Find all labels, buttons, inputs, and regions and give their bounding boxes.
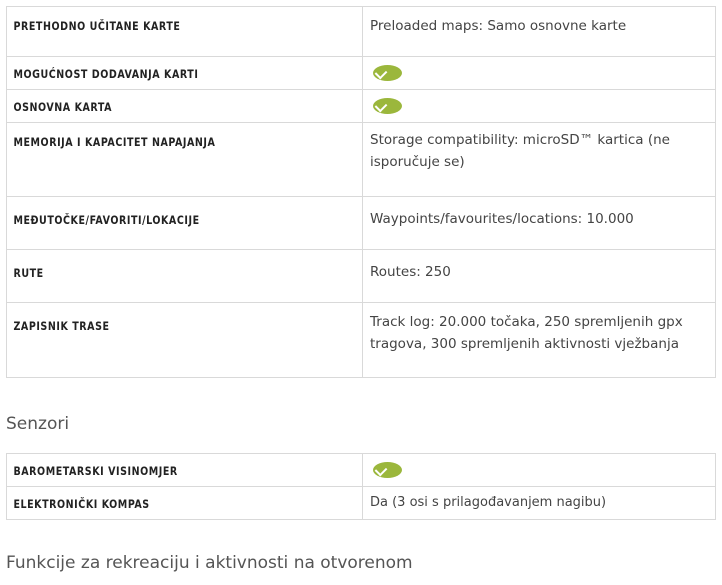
spec-label: ZAPISNIK TRASE — [13, 319, 110, 333]
section-heading-outdoor-features: Funkcije za rekreaciju i aktivnosti na otvorenom — [6, 553, 413, 573]
check-circle-icon — [373, 462, 402, 478]
table-row — [7, 123, 716, 197]
spec-value: Da (3 osi s prilagođavanjem nagibu) — [370, 495, 607, 510]
spec-label: BAROMETARSKI VISINOMJER — [13, 464, 178, 478]
spec-label: PRETHODNO UČITANE KARTE — [13, 19, 181, 33]
table-row — [7, 57, 716, 90]
spec-value: Track log: 20.000 točaka, 250 spremljenih gpx tragova, 300 spremljenih aktivnosti vježbanja — [370, 314, 683, 352]
specs-table-sensors — [6, 453, 716, 520]
spec-label: MOGUĆNOST DODAVANJA KARTI — [13, 67, 199, 81]
table-row — [7, 7, 716, 57]
spec-label: ELEKTRONIČKI KOMPAS — [13, 497, 150, 511]
spec-label: MEMORIJA I KAPACITET NAPAJANJA — [13, 135, 216, 149]
spec-value: Waypoints/favourites/locations: 10.000 — [370, 211, 634, 227]
table-row — [7, 487, 716, 520]
spec-label: MEĐUTOČKE/FAVORITI/LOKACIJE — [13, 213, 200, 227]
spec-value: Storage compatibility: microSD™ kartica (ne isporučuje se) — [370, 132, 670, 170]
spec-value: Preloaded maps: Samo osnovne karte — [370, 18, 627, 34]
table-row — [7, 454, 716, 487]
section-heading-sensors: Senzori — [6, 414, 70, 434]
spec-label: RUTE — [13, 266, 44, 280]
table-row — [7, 197, 716, 250]
table-row — [7, 303, 716, 378]
specs-table-maps — [6, 6, 716, 378]
table-row — [7, 250, 716, 303]
check-circle-icon — [373, 65, 402, 81]
table-row — [7, 90, 716, 123]
spec-value: Routes: 250 — [370, 264, 451, 280]
check-circle-icon — [373, 98, 402, 114]
spec-label: OSNOVNA KARTA — [13, 100, 112, 114]
